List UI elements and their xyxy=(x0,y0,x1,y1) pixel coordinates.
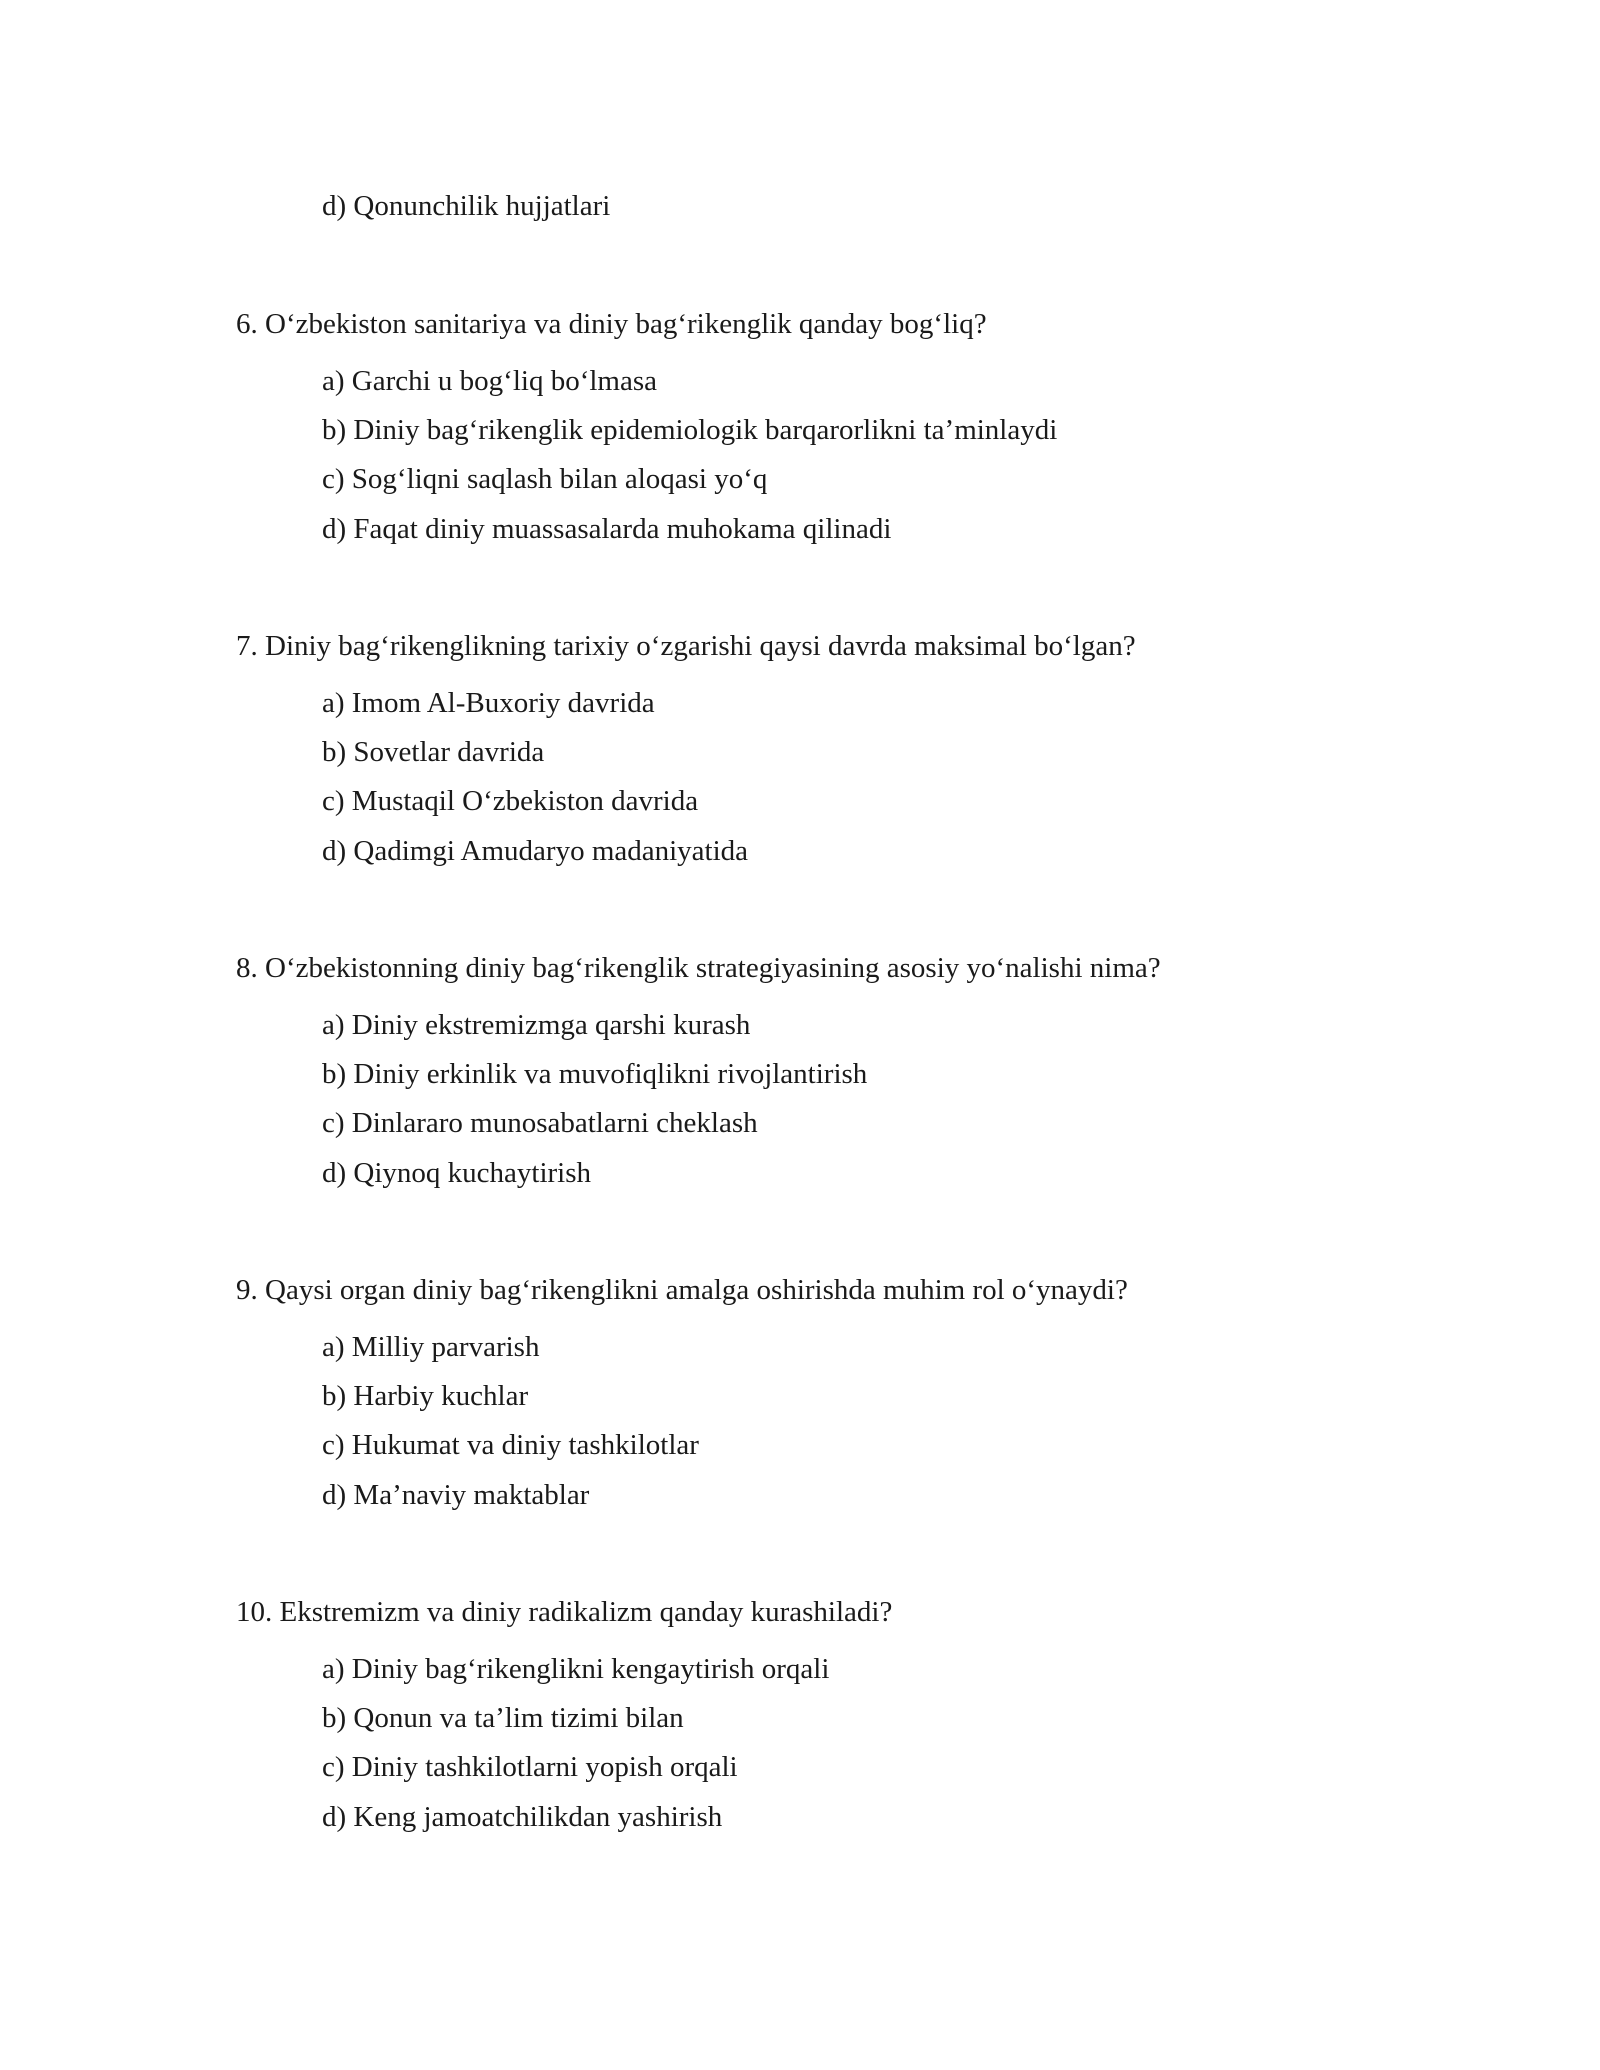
answer-option: a) Imom Al-Buxoriy davrida xyxy=(322,687,655,719)
answer-option: b) Sovetlar davrida xyxy=(322,736,545,768)
answer-option: d) Qonunchilik hujjatlari xyxy=(322,190,611,222)
answer-option: c) Diniy tashkilotlarni yopish orqali xyxy=(322,1751,738,1783)
answer-option: a) Milliy parvarish xyxy=(322,1331,540,1363)
answer-option: a) Diniy ekstremizmga qarshi kurash xyxy=(322,1009,751,1041)
answer-option: b) Harbiy kuchlar xyxy=(322,1380,529,1412)
answer-option: b) Diniy erkinlik va muvofiqlikni rivojlantirish xyxy=(322,1058,868,1090)
answer-option: a) Diniy bag‘rikenglikni kengaytirish orqali xyxy=(322,1653,830,1685)
question-text: 9. Qaysi organ diniy bag‘rikenglikni amalga oshirishda muhim rol o‘ynaydi? xyxy=(236,1274,1128,1306)
question-text: 6. O‘zbekiston sanitariya va diniy bag‘rikenglik qanday bog‘liq? xyxy=(236,308,987,340)
answer-option: d) Qadimgi Amudaryo madaniyatida xyxy=(322,835,749,867)
answer-option: b) Diniy bag‘rikenglik epidemiologik barqarorlikni ta’minlaydi xyxy=(322,414,1058,446)
question-text: 7. Diniy bag‘rikenglikning tarixiy o‘zgarishi qaysi davrda maksimal bo‘lgan? xyxy=(236,630,1136,662)
answer-option: b) Qonun va ta’lim tizimi bilan xyxy=(322,1702,684,1734)
answer-option: d) Ma’naviy maktablar xyxy=(322,1479,590,1511)
answer-option: c) Mustaqil O‘zbekiston davrida xyxy=(322,785,699,817)
question-text: 10. Ekstremizm va diniy radikalizm qanday kurashiladi? xyxy=(236,1596,893,1628)
answer-option: c) Sog‘liqni saqlash bilan aloqasi yo‘q xyxy=(322,463,768,495)
answer-option: a) Garchi u bog‘liq bo‘lmasa xyxy=(322,365,658,397)
answer-option: c) Dinlararo munosabatlarni cheklash xyxy=(322,1107,758,1139)
answer-option: c) Hukumat va diniy tashkilotlar xyxy=(322,1429,699,1461)
answer-option: d) Faqat diniy muassasalarda muhokama qilinadi xyxy=(322,513,892,545)
answer-option: d) Keng jamoatchilikdan yashirish xyxy=(322,1801,723,1833)
question-text: 8. O‘zbekistonning diniy bag‘rikenglik strategiyasining asosiy yo‘nalishi nima? xyxy=(236,952,1161,984)
answer-option: d) Qiynoq kuchaytirish xyxy=(322,1157,592,1189)
